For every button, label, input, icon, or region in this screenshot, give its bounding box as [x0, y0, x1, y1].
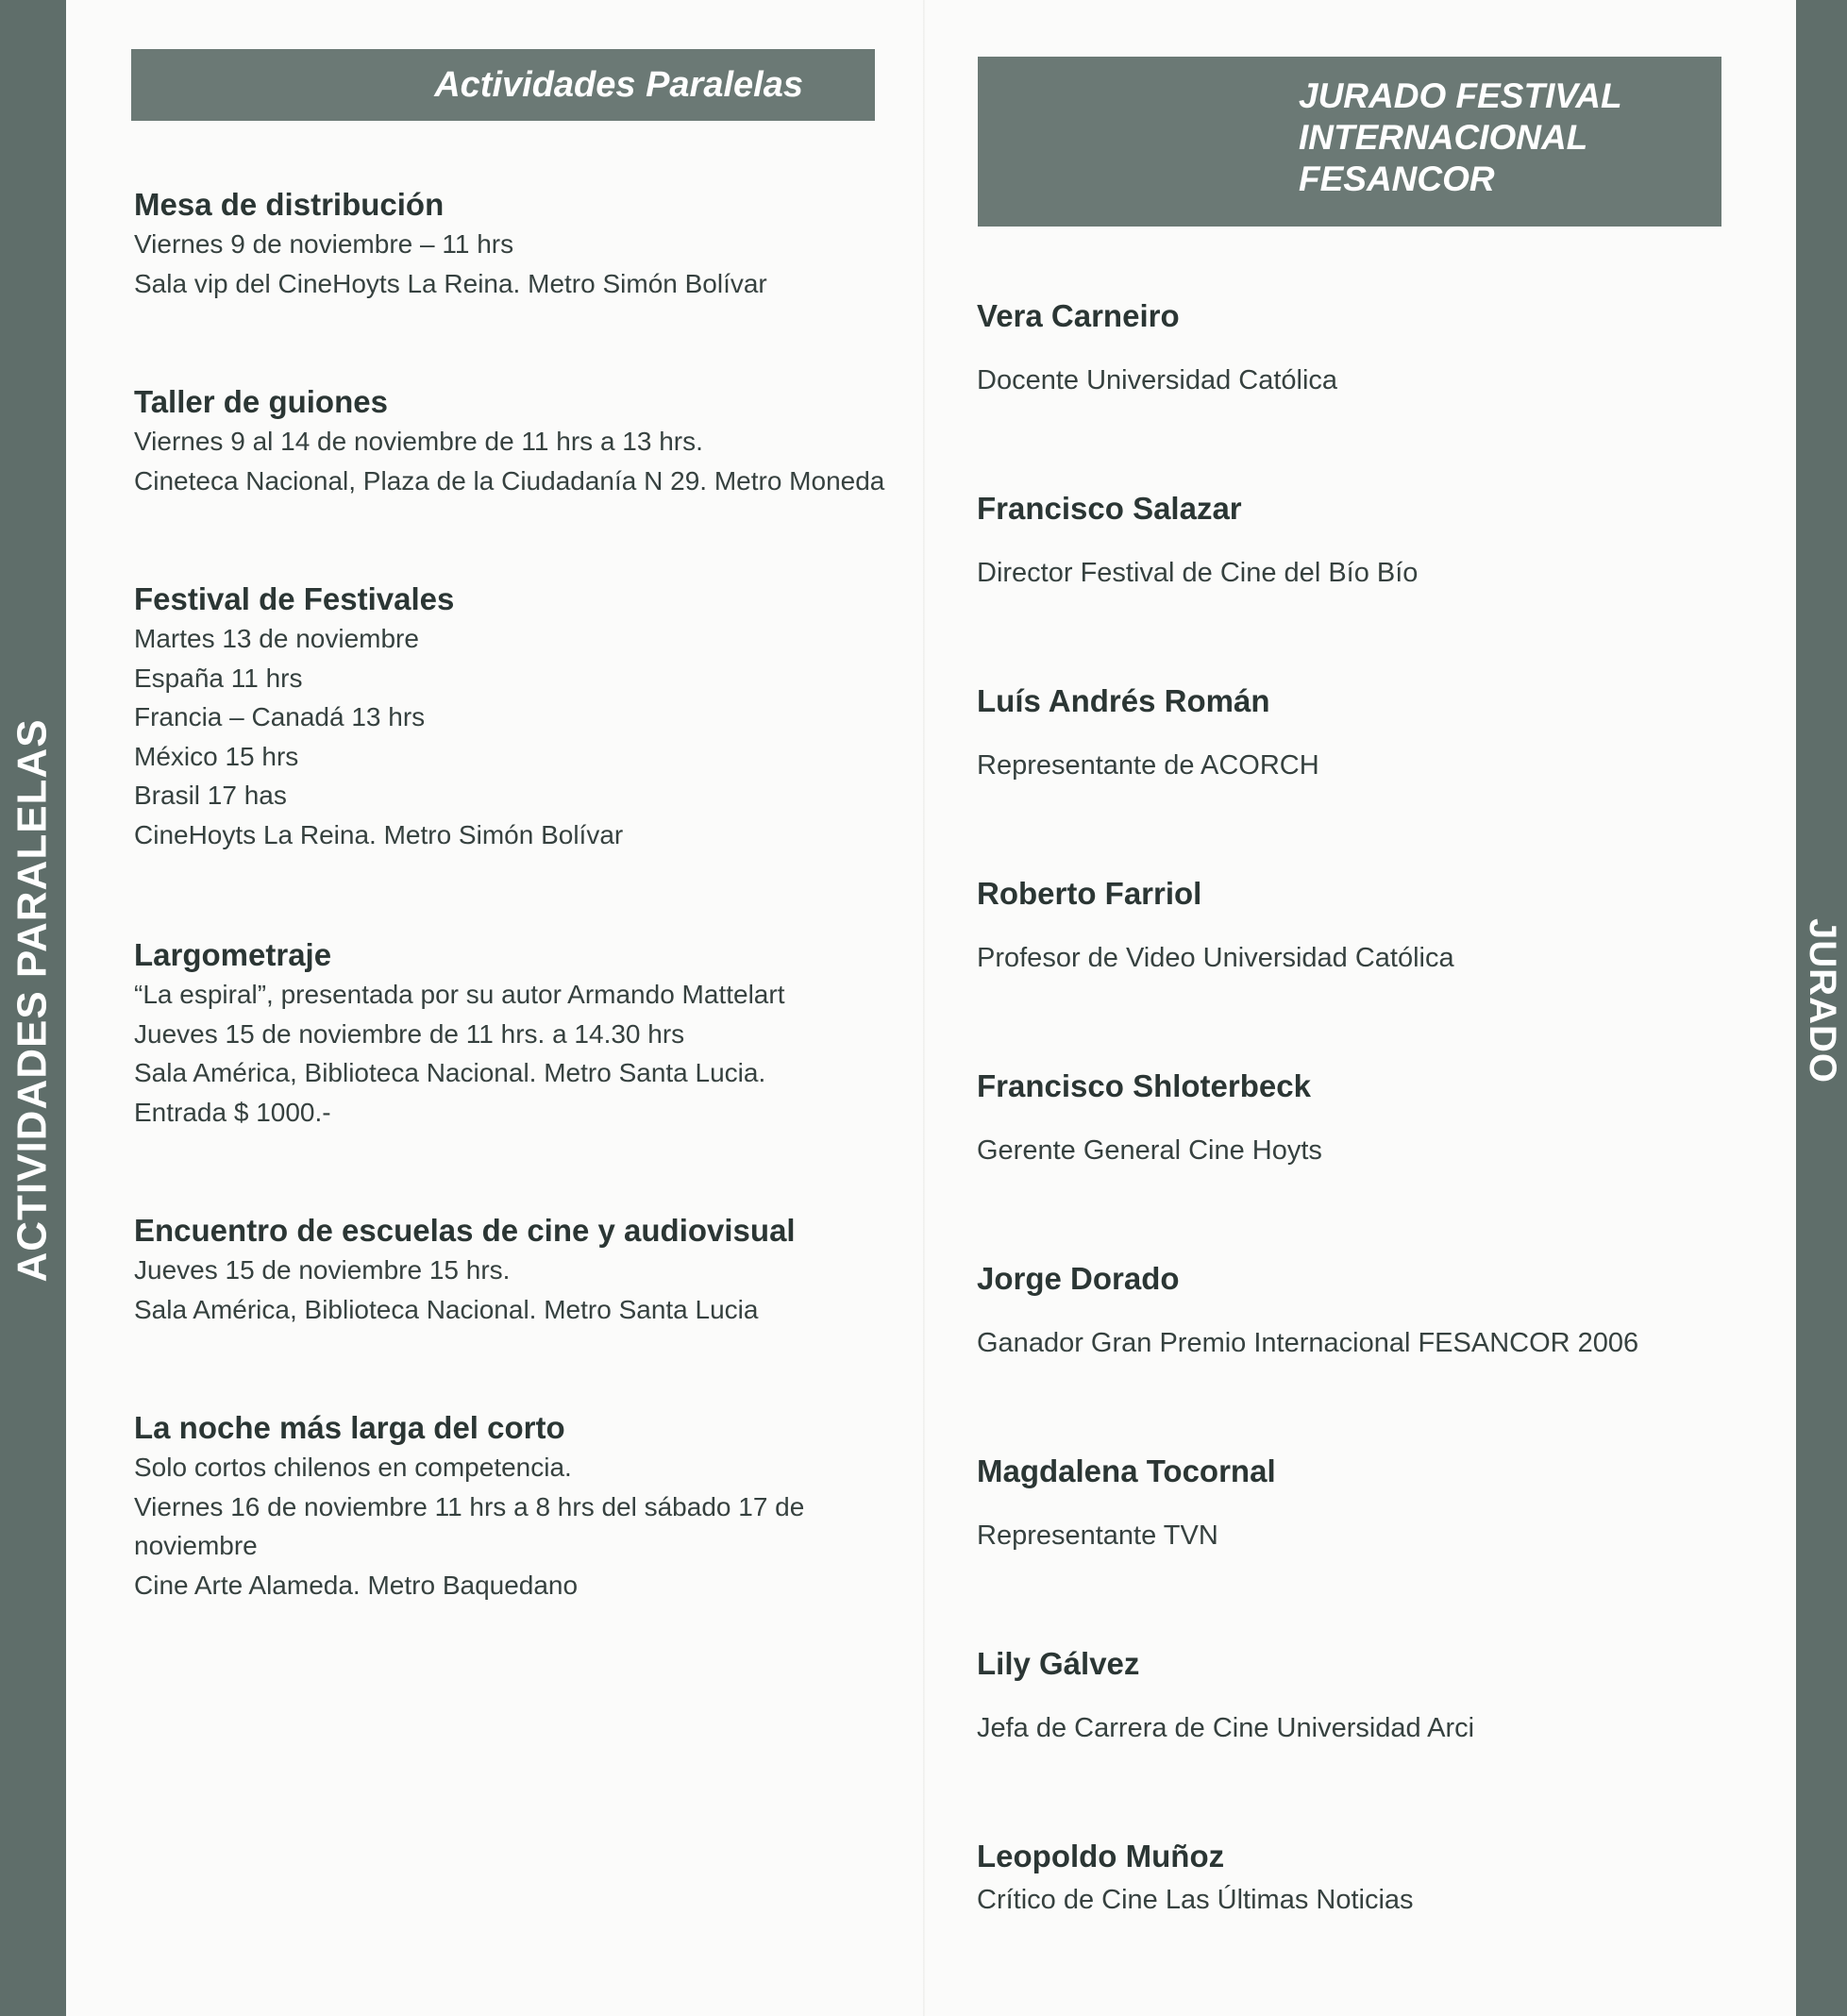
activity-title: Encuentro de escuelas de cine y audiovisual: [134, 1213, 796, 1248]
activities-header: [131, 49, 875, 121]
left-spine-label: ACTIVIDADES PARALELAS: [9, 718, 57, 1283]
jury-member: [977, 874, 1713, 978]
activity-line: noviembre: [134, 1531, 258, 1561]
jury-header-line: INTERNACIONAL: [1299, 118, 1588, 157]
activity-line: Jueves 15 de noviembre 15 hrs.: [134, 1255, 511, 1285]
jury-member-role: Representante de ACORCH: [977, 750, 1319, 781]
jury-member-role: Jefa de Carrera de Cine Universidad Arci: [977, 1713, 1475, 1743]
jury-member: [977, 296, 1713, 400]
jury-member: [977, 1452, 1713, 1555]
jury-member: [977, 1259, 1713, 1363]
jury-member-name: Luís Andrés Román: [977, 683, 1270, 718]
activity-title: Mesa de distribución: [134, 187, 445, 222]
jury-member-role: Docente Universidad Católica: [977, 365, 1338, 395]
activity-line: Cine Arte Alameda. Metro Baquedano: [134, 1570, 579, 1600]
right-spine-label-wrap: [1796, 906, 1847, 1095]
activity-line: Francia – Canadá 13 hrs: [134, 702, 426, 732]
jury-member-role: Crítico de Cine Las Últimas Noticias: [977, 1885, 1414, 1915]
activity-block: [134, 185, 908, 303]
activity-title: La noche más larga del corto: [134, 1410, 565, 1445]
activity-line: Cineteca Nacional, Plaza de la Ciudadanía N 29. Metro Moneda: [134, 465, 885, 496]
jury-member-name: Francisco Salazar: [977, 491, 1242, 526]
jury-member: [977, 1644, 1713, 1748]
activity-block: [134, 580, 908, 855]
activity-line: Viernes 9 al 14 de noviembre de 11 hrs a 13 hrs.: [134, 427, 703, 456]
activity-line: Jueves 15 de noviembre de 11 hrs. a 14.30 hrs: [134, 1018, 685, 1049]
jury-member-name: Leopoldo Muñoz: [977, 1839, 1225, 1873]
activity-line: Solo cortos chilenos en competencia.: [134, 1453, 572, 1482]
left-spine-label-wrap: [5, 718, 61, 1283]
activity-block: [134, 382, 908, 500]
activity-title: Festival de Festivales: [134, 581, 455, 616]
activity-line: Sala vip del CineHoyts La Reina. Metro Simón Bolívar: [134, 268, 767, 298]
jury-member-role: Director Festival de Cine del Bío Bío: [977, 558, 1419, 588]
jury-member: [977, 1837, 1713, 1920]
jury-member-name: Roberto Farriol: [977, 876, 1202, 911]
activity-line: Viernes 16 de noviembre 11 hrs a 8 hrs del sábado 17 de: [134, 1491, 805, 1521]
activity-block: [134, 1408, 908, 1604]
jury-header-line: JURADO FESTIVAL: [1299, 76, 1622, 115]
activity-line: Entrada $ 1000.-: [134, 1097, 331, 1127]
activity-block: [134, 1211, 908, 1329]
jury-member-name: Vera Carneiro: [977, 298, 1180, 333]
jury-member-name: Lily Gálvez: [977, 1646, 1140, 1681]
activities-header-title: Actividades Paralelas: [434, 64, 803, 105]
jury-header: [978, 57, 1721, 227]
jury-member: [977, 1067, 1713, 1170]
activity-line: España 11 hrs: [134, 663, 303, 693]
activity-block: [134, 935, 908, 1132]
jury-member-role: Ganador Gran Premio Internacional FESANCOR 2006: [977, 1328, 1639, 1358]
activity-title: Largometraje: [134, 937, 332, 972]
jury-member-name: Magdalena Tocornal: [977, 1453, 1276, 1488]
activity-line: Martes 13 de noviembre: [134, 624, 419, 653]
page-fold: [923, 0, 925, 2016]
jury-member: [977, 489, 1713, 593]
activity-line: Brasil 17 has: [134, 781, 287, 811]
jury-member-role: Gerente General Cine Hoyts: [977, 1135, 1322, 1166]
jury-member-name: Jorge Dorado: [977, 1261, 1180, 1296]
right-spine-label: JURADO: [1801, 917, 1843, 1084]
jury-member-role: Profesor de Video Universidad Católica: [977, 943, 1454, 973]
activity-line: Viernes 9 de noviembre – 11 hrs: [134, 229, 514, 259]
activity-line: CineHoyts La Reina. Metro Simón Bolívar: [134, 819, 624, 849]
activity-line: México 15 hrs: [134, 741, 299, 771]
jury-header-line: FESANCOR: [1299, 160, 1495, 198]
activity-line: Sala América, Biblioteca Nacional. Metro Santa Lucia: [134, 1294, 759, 1324]
activity-line: Sala América, Biblioteca Nacional. Metro Santa Lucia.: [134, 1058, 766, 1088]
activity-title: Taller de guiones: [134, 384, 388, 419]
jury-member-name: Francisco Shloterbeck: [977, 1068, 1311, 1103]
jury-member: [977, 681, 1713, 785]
activity-line: “La espiral”, presentada por su autor Armando Mattelart: [134, 980, 785, 1009]
jury-member-role: Representante TVN: [977, 1520, 1218, 1551]
